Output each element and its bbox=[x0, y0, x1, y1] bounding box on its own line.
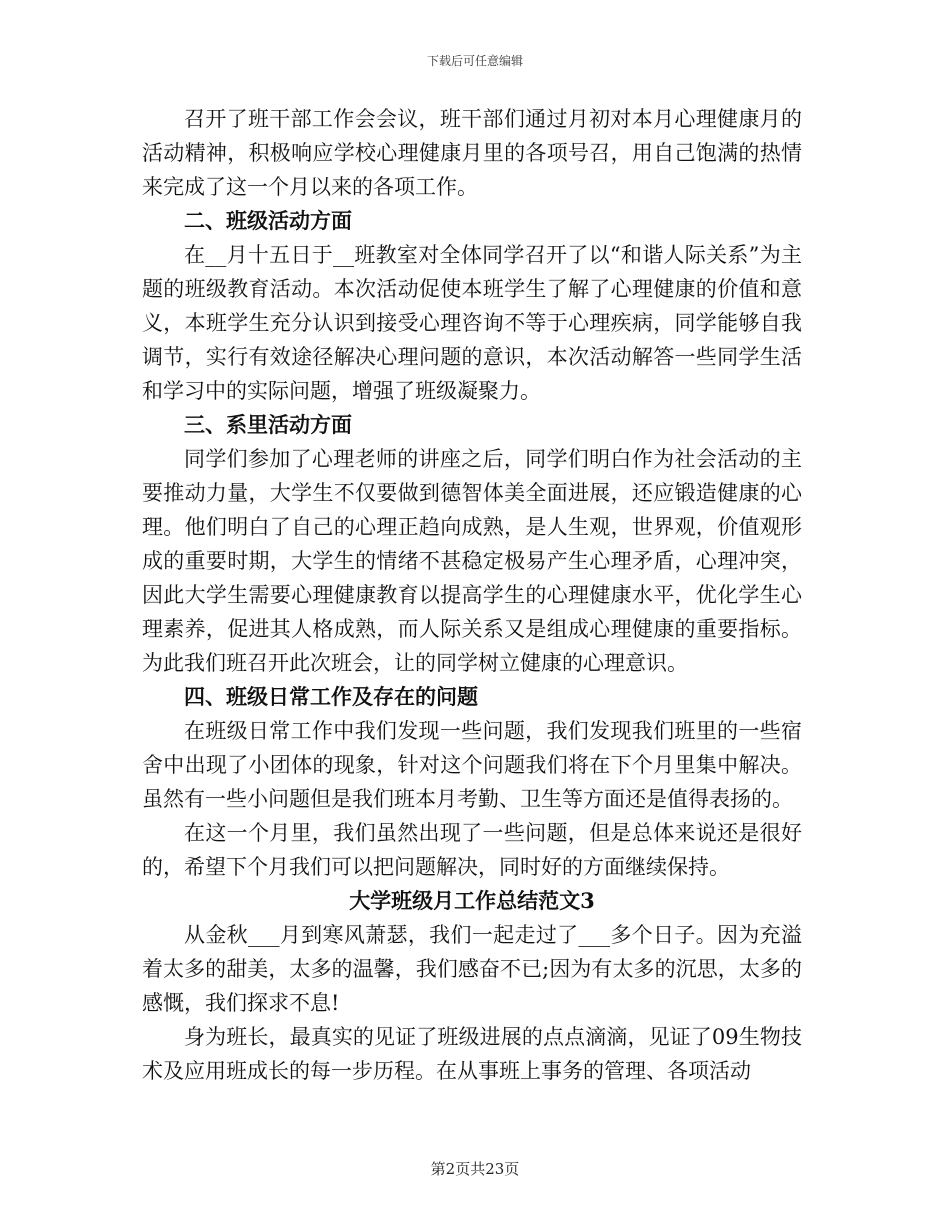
document-title: 大学班级月工作总结范文3 bbox=[349, 888, 595, 913]
paragraph: 同学们参加了心理老师的讲座之后，同学们明白作为社会活动的主要推动力量，大学生不仅要做到德智体美全面进展，还应锻造健康的心理。他们明白了自己的心理正趋向成熟，是人生观，世界观，价值观形成的重要时期，大学生的情绪不甚稳定极易产生心理矛盾，心理冲突，因此大学生需要心理健康教育以提高学生的心理健康水平，优化学生心理素养，促进其人格成熟，而人际关系又是组成心理健康的重要指标。为此我们班召开此次班会，让的同学树立健康的心理意识。 bbox=[142, 447, 802, 675]
paragraph: 身为班长，最真实的见证了班级进展的点点滴滴，见证了09生物技术及应用班成长的每一步历程。在从事班上事务的管理、各项活动 bbox=[142, 1025, 802, 1083]
paragraph: 在班级日常工作中我们发现一些问题，我们发现我们班里的一些宿舍中出现了小团体的现象，针对这个问题我们将在下个月里集中解决。虽然有一些小问题但是我们班本月考勤、卫生等方面还是值得表扬的。 bbox=[142, 719, 802, 811]
page-header: 下载后可任意编辑 bbox=[426, 54, 523, 68]
paragraph: 从金秋___月到寒风萧瑟，我们一起走过了___多个日子。因为充溢着太多的甜美，太多的温馨，我们感奋不已;因为有太多的沉思，太多的感慨，我们探求不息! bbox=[142, 923, 802, 1015]
section-heading: 二、班级活动方面 bbox=[184, 208, 352, 233]
paragraph: 召开了班干部工作会会议，班干部们通过月初对本月心理健康月的活动精神，积极响应学校心理健康月里的各项号召，用自己饱满的热情来完成了这一个月以来的各项工作。 bbox=[142, 107, 802, 199]
document-body bbox=[142, 102, 802, 1088]
paragraph: 在__月十五日于__班教室对全体同学召开了以“和谐人际关系”为主题的班级教育活动。本次活动促使本班学生了解了心理健康的价值和意义，本班学生充分认识到接受心理咨询不等于心理疾病，同学能够自我调节，实行有效途径解决心理问题的意识，本次活动解答一些同学生活和学习中的实际问题，增强了班级凝聚力。 bbox=[142, 243, 802, 403]
section-heading: 四、班级日常工作及存在的问题 bbox=[184, 684, 478, 709]
section-heading: 三、系里活动方面 bbox=[184, 412, 352, 437]
page-footer: 第2页共23页 bbox=[430, 1160, 520, 1178]
paragraph: 在这一个月里，我们虽然出现了一些问题，但是总体来说还是很好的，希望下个月我们可以把问题解决，同时好的方面继续保持。 bbox=[142, 821, 802, 879]
